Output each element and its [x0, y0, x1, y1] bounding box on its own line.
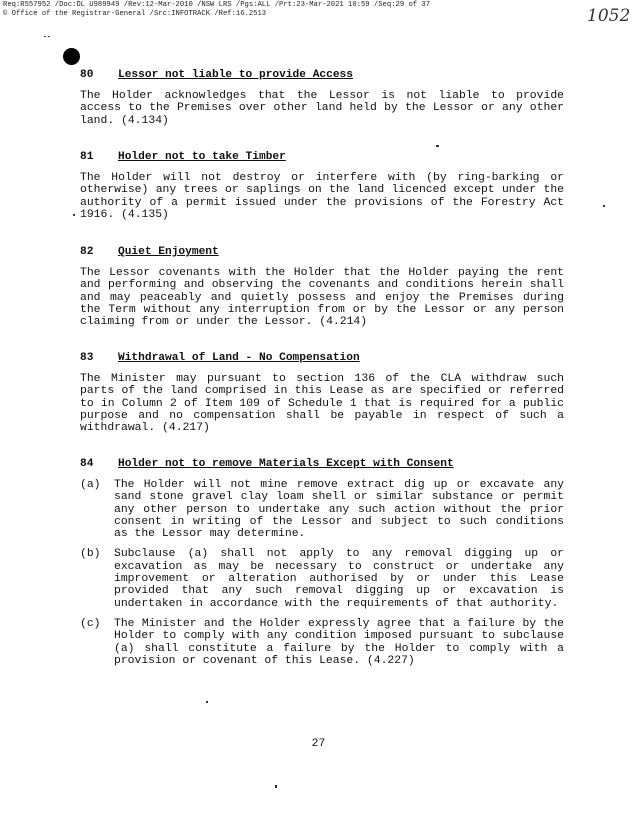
scan-speck [206, 701, 208, 703]
scan-speck [603, 205, 605, 207]
clause-number: 82 [80, 246, 94, 258]
scan-speck [48, 36, 50, 37]
clause-number: 80 [80, 69, 94, 81]
clause-heading [80, 457, 564, 471]
clause-heading [80, 150, 564, 164]
subclause-c [80, 618, 564, 667]
handwritten-page-mark: 1052 [587, 6, 631, 26]
subclause-label: (c) [80, 617, 101, 630]
clause-title: Holder not to remove Materials Except with Consent [118, 458, 454, 470]
clause-81 [80, 150, 564, 221]
clause-80 [80, 68, 564, 127]
clause-82 [80, 245, 564, 328]
header-line-2: © Office of the Registrar-General /Src:INFOTRACK /Ref:16.2513 [3, 9, 267, 18]
header-line-1: Req:R557952 /Doc:DL U989949 /Rev:12-Mar-2010 /NSW LRS /Pgs:ALL /Prt:23-Mar-2021 10:59 /Seq:29 of 37 [3, 1, 431, 9]
subclause-a [80, 479, 564, 540]
scan-speck [275, 785, 277, 788]
subclause-b [80, 548, 564, 609]
subclause-label: (a) [80, 479, 101, 491]
subclause-text: Subclause (a) shall not apply to any removal digging up or excavation as may be necessary to construct or undertake any improvement or alteration authorised by or under this Lease provided that any such removal digging up or excavation is undertaken in accordance with the requirements of that authority. [114, 548, 564, 610]
clause-title: Holder not to take Timber [118, 151, 286, 163]
scan-speck [44, 36, 46, 37]
clause-83 [80, 351, 564, 434]
clause-number: 81 [80, 151, 94, 163]
clause-heading [80, 68, 564, 82]
subclause-text: The Holder will not mine remove extract dig up or excavate any sand stone gravel clay loam shell or similar substance or permit any other person to undertake any such action without the prior consent in writing of the Lessor and subject to such conditions as the Lessor may determine. [114, 479, 564, 541]
clause-84 [80, 457, 564, 667]
clause-number: 84 [80, 458, 94, 470]
clause-body: The Holder will not destroy or interfere with (by ring-barking or otherwise) any trees or saplings on the land licenced except under the authority of a permit issued under the provisions of the Forestry Act 1916. (4.135) [80, 172, 564, 221]
clause-body: The Holder acknowledges that the Lessor is not liable to provide access to the Premises over other land held by the Lessor or any other land. (4.134) [80, 90, 564, 127]
subclause-label: (b) [80, 548, 101, 561]
clause-title: Quiet Enjoyment [118, 246, 219, 258]
registry-header [3, 1, 593, 18]
scan-speck [436, 145, 439, 147]
punch-hole-dot [63, 48, 80, 65]
clause-heading [80, 245, 564, 259]
clause-heading [80, 351, 564, 365]
subclause-text: The Minister and the Holder expressly agree that a failure by the Holder to comply with any condition imposed pursuant to subclause (a) shall constitute a failure by the Holder to comply with a provision or covenant of this Lease. (4.227) [114, 617, 564, 667]
page-number: 27 [311, 738, 326, 750]
clause-body: The Minister may pursuant to section 136 of the CLA withdraw such parts of the land comprised in this Lease as are specified or referred to in Column 2 of Item 109 of Schedule 1 that is required for a public purpose and no compensation shall be payable in respect of such a withdrawal. (4.217) [80, 373, 564, 435]
clause-number: 83 [80, 352, 94, 364]
scan-speck [73, 214, 75, 216]
clause-body: The Lessor covenants with the Holder that the Holder paying the rent and performing and observing the covenants and conditions herein shall and may peaceably and quietly possess and enjoy the Premises during the Term without any interruption from or by the Lessor or any person claiming from or under the Lessor. (4.214) [80, 267, 564, 329]
clause-title: Lessor not liable to provide Access [118, 69, 353, 81]
clause-title: Withdrawal of Land - No Compensation [118, 352, 360, 364]
